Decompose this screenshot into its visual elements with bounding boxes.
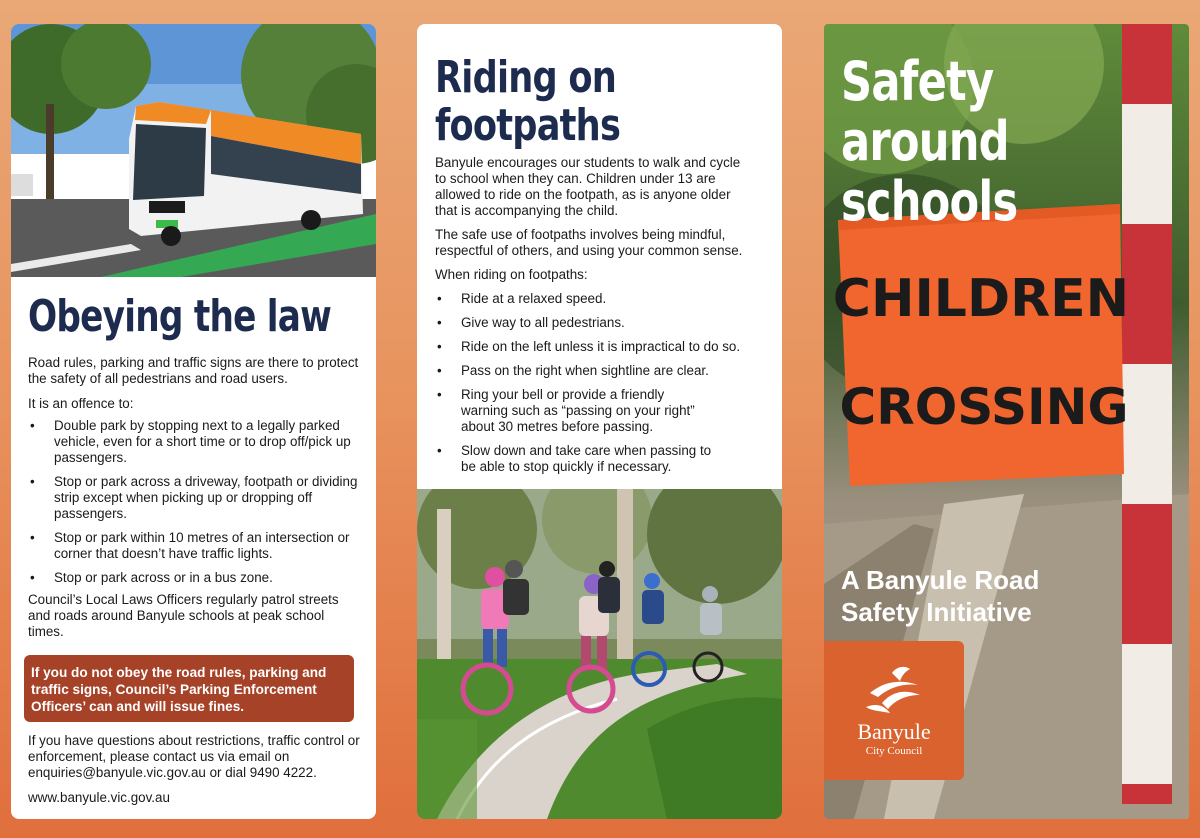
fines-notice: If you do not obey the road rules, parking and traffic signs, Council’s Parking Enforcement Officers’ can and will issue fines. [24,655,354,722]
banyule-logo [824,641,964,780]
children-cycling-photo [417,489,782,819]
list-item: • Give way to all pedestrians. [435,315,770,331]
logo-subtitle: City Council [865,745,923,757]
list-item: • Ring your bell or provide a friendly warning such as “passing on your right” about 30 metres before passing. [435,387,711,435]
page-title: Obeying the law [28,291,332,342]
list-item: • Double park by stopping next to a legally parked vehicle, even for a short time or to drop off/pick up passengers. [28,418,358,466]
law-intro: Road rules, parking and traffic signs are there to protect the safety of all pedestrians and road users. [28,355,359,386]
bus-photo [11,24,376,277]
list-item: • Stop or park across a driveway, footpath or dividing strip except when picking up or dropping off passengers. [28,474,358,522]
footpath-intro: Banyule encourages our students to walk and cycle to school when they can. Children under 13 are allowed to ride on the footpath, as is anyone older that is accompanying the child. [435,155,741,218]
footpath-tips-list [435,291,770,483]
officers-note: Council’s Local Laws Officers regularly patrol streets and roads around Banyule schools at peak school times. [28,592,339,639]
offence-list [28,418,358,594]
footpath-safe-use: The safe use of footpaths involves being mindful, respectful of others, and using your common sense. [435,227,743,258]
logo-name: Banyule [857,719,931,744]
offence-lead: It is an offence to: [28,396,134,411]
panel-obeying-the-law [11,24,376,819]
list-item: • Ride at a relaxed speed. [435,291,770,307]
list-item: • Stop or park across or in a bus zone. [28,570,358,586]
sign-line-2: CROSSING [839,378,1129,436]
list-item: • Ride on the left unless it is impractical to do so. [435,339,770,355]
list-item: • Stop or park within 10 metres of an intersection or corner that doesn’t have traffic lights. [28,530,358,562]
cover-title: Safety around schools [841,50,1018,233]
panel-riding-on-footpaths [417,24,782,819]
initiative-subtitle: A Banyule Road Safety Initiative [841,565,1040,627]
panel-cover [824,24,1189,819]
contact-info: If you have questions about restrictions, traffic control or enforcement, please contact us via email on enquiries@banyule.vic.gov.au or dial 9490 4222. [28,733,360,780]
section-title: Riding on footpaths [435,52,621,151]
bird-logo-icon [862,663,924,719]
list-item: • Pass on the right when sightline are clear. [435,363,770,379]
list-item: • Slow down and take care when passing to be able to stop quickly if necessary. [435,443,721,475]
footpath-list-lead: When riding on footpaths: [435,267,588,282]
website-link[interactable]: www.banyule.vic.gov.au [28,790,170,805]
sign-line-1: CHILDREN [832,269,1130,329]
